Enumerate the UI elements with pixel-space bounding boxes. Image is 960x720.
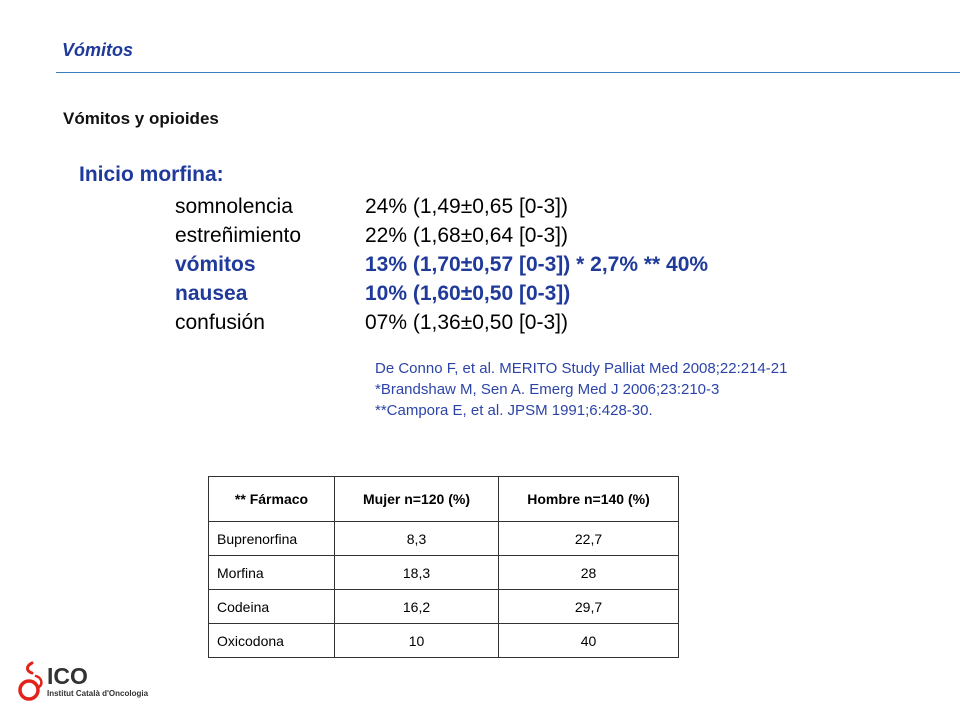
effect-row (175, 195, 708, 224)
table-row (209, 624, 679, 658)
effect-value: 10% (1,60±0,50 [0-3]) (365, 282, 571, 305)
header-divider (56, 72, 960, 73)
effect-row-highlighted (175, 282, 708, 311)
table-row (209, 556, 679, 590)
women-cell: 18,3 (335, 556, 499, 590)
effect-value: 13% (1,70±0,57 [0-3]) * 2,7% ** 40% (365, 253, 709, 276)
slide-subtitle: Vómitos y opioides (63, 109, 219, 128)
table-header-row (209, 477, 679, 522)
reference-line: *Brandshaw M, Sen A. Emerg Med J 2006;23:210-3 (375, 381, 720, 398)
effect-name: nausea (175, 282, 248, 305)
effect-name: somnolencia (175, 195, 293, 218)
men-cell: 28 (499, 556, 679, 590)
effect-value: 22% (1,68±0,64 [0-3]) (365, 224, 568, 247)
references (375, 358, 787, 421)
effect-row (175, 224, 708, 253)
column-header-drug: ** Fármaco (209, 477, 335, 522)
slide-title: Vómitos (62, 40, 134, 60)
logo-subtitle: Institut Català d'Oncologia (47, 689, 149, 698)
column-header-men: Hombre n=140 (%) (499, 477, 679, 522)
table-row (209, 590, 679, 624)
effect-name: confusión (175, 311, 265, 334)
logo-name: ICO (47, 663, 88, 689)
women-cell: 8,3 (335, 522, 499, 556)
drug-cell: Oxicodona (209, 624, 335, 658)
column-header-women: Mujer n=120 (%) (335, 477, 499, 522)
drug-cell: Codeina (209, 590, 335, 624)
effect-row (175, 311, 708, 340)
table-row (209, 522, 679, 556)
men-cell: 40 (499, 624, 679, 658)
women-cell: 16,2 (335, 590, 499, 624)
drug-cell: Morfina (209, 556, 335, 590)
drug-table (208, 476, 679, 658)
men-cell: 29,7 (499, 590, 679, 624)
effect-value: 24% (1,49±0,65 [0-3]) (365, 195, 568, 218)
effect-name: estreñimiento (175, 224, 302, 247)
drug-cell: Buprenorfina (209, 522, 335, 556)
reference-line: **Campora E, et al. JPSM 1991;6:428-30. (375, 402, 653, 419)
section-heading: Inicio morfina: (79, 163, 224, 186)
effect-row-highlighted (175, 253, 708, 282)
effect-value: 07% (1,36±0,50 [0-3]) (365, 311, 568, 334)
effects-list (175, 195, 708, 340)
effect-name: vómitos (175, 253, 256, 276)
reference-line: De Conno F, et al. MERITO Study Palliat Med 2008;22:214-21 (375, 360, 788, 377)
men-cell: 22,7 (499, 522, 679, 556)
women-cell: 10 (335, 624, 499, 658)
